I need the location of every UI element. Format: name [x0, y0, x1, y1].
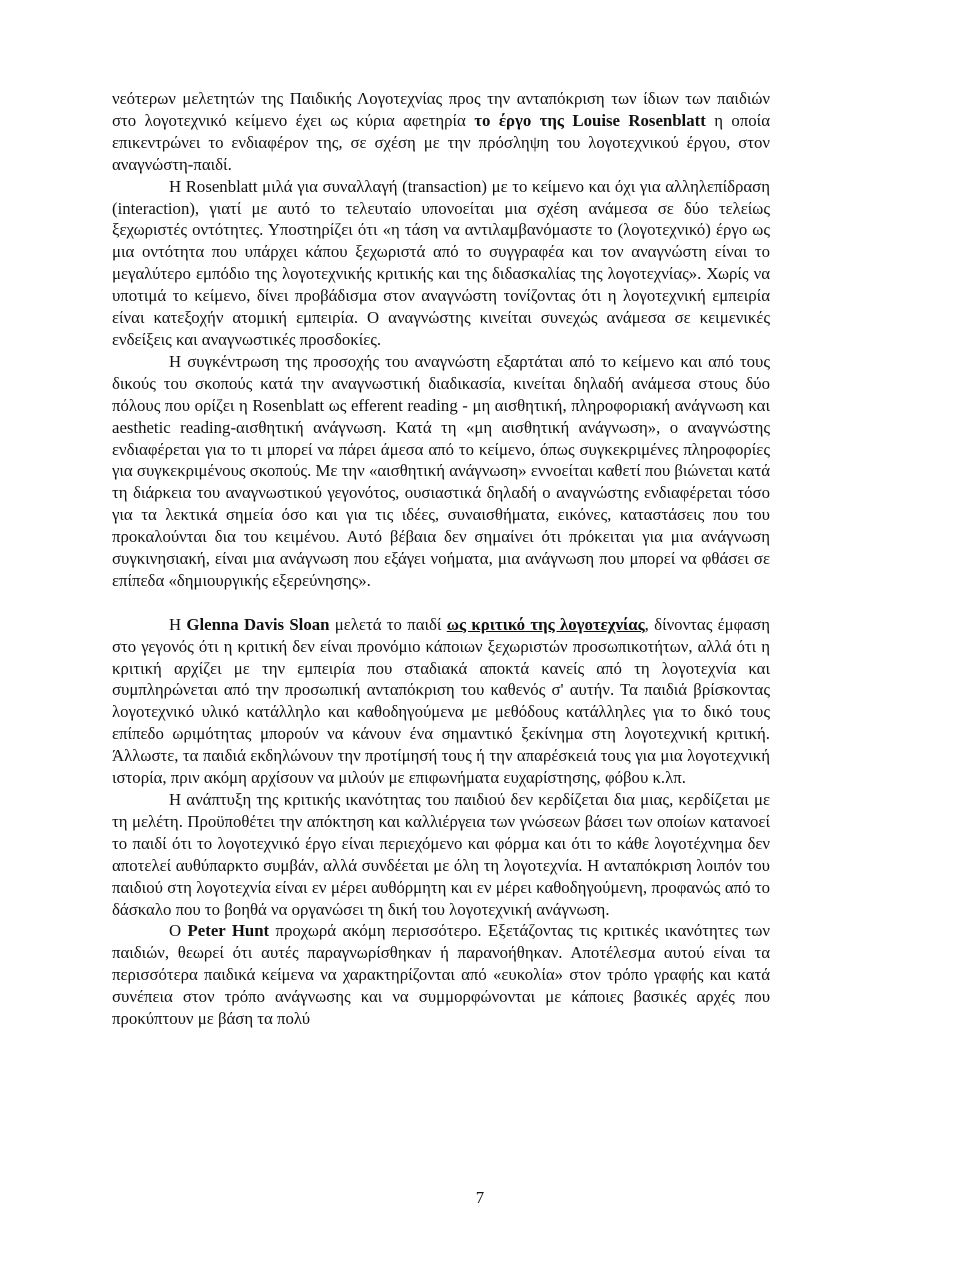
paragraph-4 — [112, 614, 770, 789]
p2-text: Η Rosenblatt μιλά για συναλλαγή (transaction) με το κείμενο και όχι για αλληλεπίδραση (interaction), γιατί με αυτό το τελευταίο υπονοείται μια σχέση ανάμεσα σε δύο τελείως ξεχωριστές οντότητες. Υποστηρίζει ότι «η τάση να αντιλαμβανόμαστε το (λογοτεχνικό) έργο ως μια οντότητα που υπάρχει κάπου ξεχωριστά από το συγγραφέα και τον αναγνώστη είναι το μεγαλύτερο εμπόδιο της λογοτεχνικής κριτικής και της διδασκαλίας της λογοτεχνίας». Χωρίς να υποτιμά το κείμενο, δίνει προβάδισμα στον αναγνώστη τονίζοντας ότι η λογοτεχνική εμπειρία είναι κατεξοχήν ατομική εμπειρία. Ο αναγνώστης κινείται συνεχώς ανάμεσα σε κειμενικές ενδείξεις και αναγνωστικές προσδοκίες. — [112, 176, 770, 349]
p4-text-b: μελετά το παιδί — [329, 614, 447, 634]
paragraph-1 — [112, 88, 770, 176]
p3-text: Η συγκέντρωση της προσοχής του αναγνώστη εξαρτάται από το κείμενο και από τους δικούς του σκοπούς κατά την αναγνωστική διαδικασία, κινείται δηλαδή ανάμεσα στους δύο πόλους που ορίζει η Rosenblatt ως efferent reading - μη αισθητική, πληροφοριακή ανάγνωση και aesthetic reading-αισθητική ανάγνωση. Κατά τη «μη αισθητική ανάγνωση», ο αναγνώστης ενδιαφέρεται για το τι μπορεί να πάρει άμεσα από το κείμενο, όπως συγκεκριμένες πληροφορίες για συγκεκριμένους σκοπούς. Με την «αισθητική ανάγνωση» εννοείται καθετί που βιώνεται κατά τη διάρκεια του αναγνωστικού γεγονότος, ουσιαστικά δηλαδή ο αναγνώστης ενδιαφέρεται τόσο για τα λεκτικά σημεία όσο και για τις ιδέες, συναισθήματα, εικόνες, καταστάσεις που του προκαλούνται δια του κειμένου. Αυτό βέβαια δεν σημαίνει ότι πρόκειται για μια ανάγνωση συγκινησιακή, είναι μια ανάγνωση που εξάγει νοήματα, μια ανάγνωση που μπορεί να φθάσει σε επίπεδα «δημιουργικής εξερεύνησης». — [112, 351, 770, 590]
p1-text-a: νεότερων μελετητών της Παιδικής Λογοτεχνίας προς την ανταπόκριση των ίδιων των παιδιών στο λογοτεχνικό κείμενο έχει ως κύρια αφετηρία — [112, 89, 770, 130]
p6-bold-hunt: Peter Hunt — [187, 921, 270, 941]
p1-bold-rosenblatt: το έργο της Louise Rosenblatt — [474, 110, 706, 130]
p5-text: Η ανάπτυξη της κριτικής ικανότητας του παιδιού δεν κερδίζεται δια μιας, κερδίζεται με τη μελέτη. Προϋποθέτει την απόκτηση και καλλιέργεια των γνώσεων βάσει των οποίων κατανοεί το παιδί ότι το λογοτεχνικό έργο είναι περιεχόμενο και φόρμα και ότι το κάθε λογοτέχνημα δεν αποτελεί αυθύπαρκτο συμβάν, αλλά συνδέεται με όλη τη λογοτεχνία. Η ανταπόκριση λοιπόν του παιδιού στη λογοτεχνία είναι εν μέρει αυθόρμητη και εν μέρει καθοδηγούμενη, προφανώς από το δάσκαλο που το βοηθά να οργανώσει τη δική του λογοτεχνική ανάγνωση. — [112, 789, 770, 919]
paragraph-3 — [112, 351, 770, 592]
paragraph-2 — [112, 176, 770, 351]
p6-text-a: Ο — [169, 921, 188, 941]
page-number: 7 — [475, 1188, 485, 1207]
p6-text-b: προχωρά ακόμη περισσότερο. Εξετάζοντας τις κριτικές ικανότητες των παιδιών, θεωρεί ότι αυτές παραγνωρίσθηκαν ή παρανοήθηκαν. Αποτέλεσμα αυτού είναι τα περισσότερα παιδικά κείμενα να χαρακτηρίζονται από «ευκολία» στον τρόπο γραφής και κατά συνέπεια στον τρόπο ανάγνωσης και να συμμορφώνονται με κάποιες βασικές αρχές που προκύπτουν με βάση τα πολύ — [112, 921, 770, 1029]
p1-text-b: η οποία επικεντρώνει το ενδιαφέρον της, σε σχέση με την πρόσληψη του λογοτεχνικού έργου, στον αναγνώστη-παιδί. — [112, 110, 770, 174]
paragraph-5 — [112, 789, 770, 920]
p4-text-a: Η — [169, 614, 187, 634]
p4-bold-sloan: Glenna Davis Sloan — [186, 614, 330, 634]
paragraph-6 — [112, 920, 770, 1030]
p4-underlined-phrase: ως κριτικό της λογοτεχνίας — [446, 614, 645, 634]
document-body — [112, 88, 770, 1030]
paragraph-gap — [112, 592, 770, 614]
p4-text-c: , δίνοντας έμφαση στο γεγονός ότι η κριτική δεν είναι προνόμιο κάποιων ξεχωριστών προσωπικοτήτων, αλλά ότι η κριτική αρχίζει με την εμπειρία που σταδιακά αποκτά κανείς από τη λογοτεχνία και συμπληρώνεται από την προσωπική ανταπόκριση του καθενός σ' αυτήν. Τα παιδιά βρίσκοντας λογοτεχνικό υλικό κατάλληλο και καθοδηγούμενα με μεθόδους κατάλληλες για το δικό τους επίπεδο ωριμότητας μπορούν να κάνουν ένα σημαντικό ξεκίνημα στη λογοτεχνική κριτική. Άλλωστε, τα παιδιά εκδηλώνουν την προτίμησή τους ή την απαρέσκειά τους για μια λογοτεχνική ιστορία, πριν ακόμη αρχίσουν να μιλούν με επιφωνήματα ευχαρίστησης, φόβου κ.λπ. — [112, 614, 770, 788]
